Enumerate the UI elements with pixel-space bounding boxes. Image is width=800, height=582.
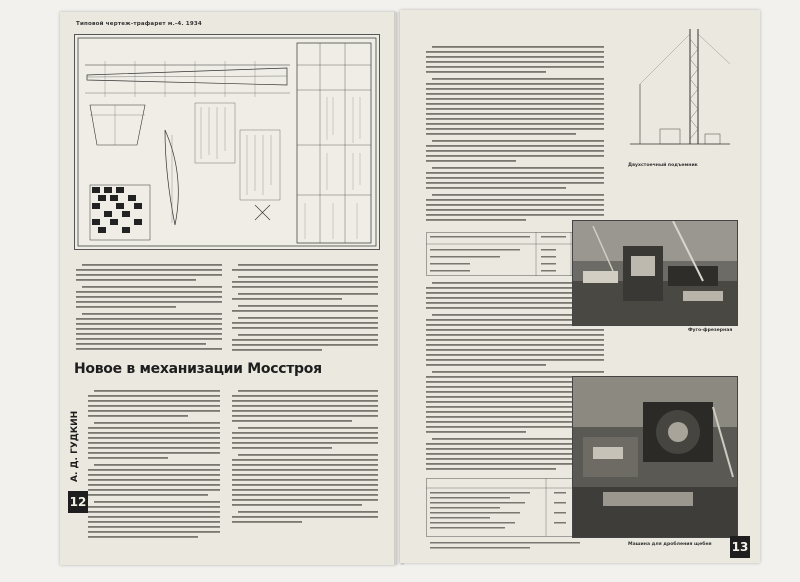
right-page (400, 10, 760, 563)
photo-crusher (572, 376, 738, 538)
technical-drawing (74, 34, 380, 250)
caption-crusher: Машина для дробления щебня (628, 542, 712, 547)
caption-mill: Фуго-фрезерная (688, 328, 733, 333)
photo-mill (572, 220, 738, 326)
running-head: Типовой чертеж-трафарет м.-4. 1934 (76, 21, 202, 27)
article-text-column-1 (76, 264, 224, 356)
page-number-left: 12 (68, 491, 88, 513)
page-number-right: 13 (730, 536, 750, 558)
article-text-column-5 (426, 46, 606, 228)
caption-hoist: Двухстоечный подъемник (628, 163, 698, 168)
article-author: А. Д. ГУДКИН (70, 410, 80, 482)
article-text-column-2 (232, 264, 380, 356)
article-text-column-4 (232, 390, 380, 530)
article-text-column-3 (88, 390, 222, 550)
hoist-drawing (620, 24, 745, 164)
left-page (60, 12, 396, 565)
article-headline: Новое в механизации Мосстроя (74, 361, 322, 377)
